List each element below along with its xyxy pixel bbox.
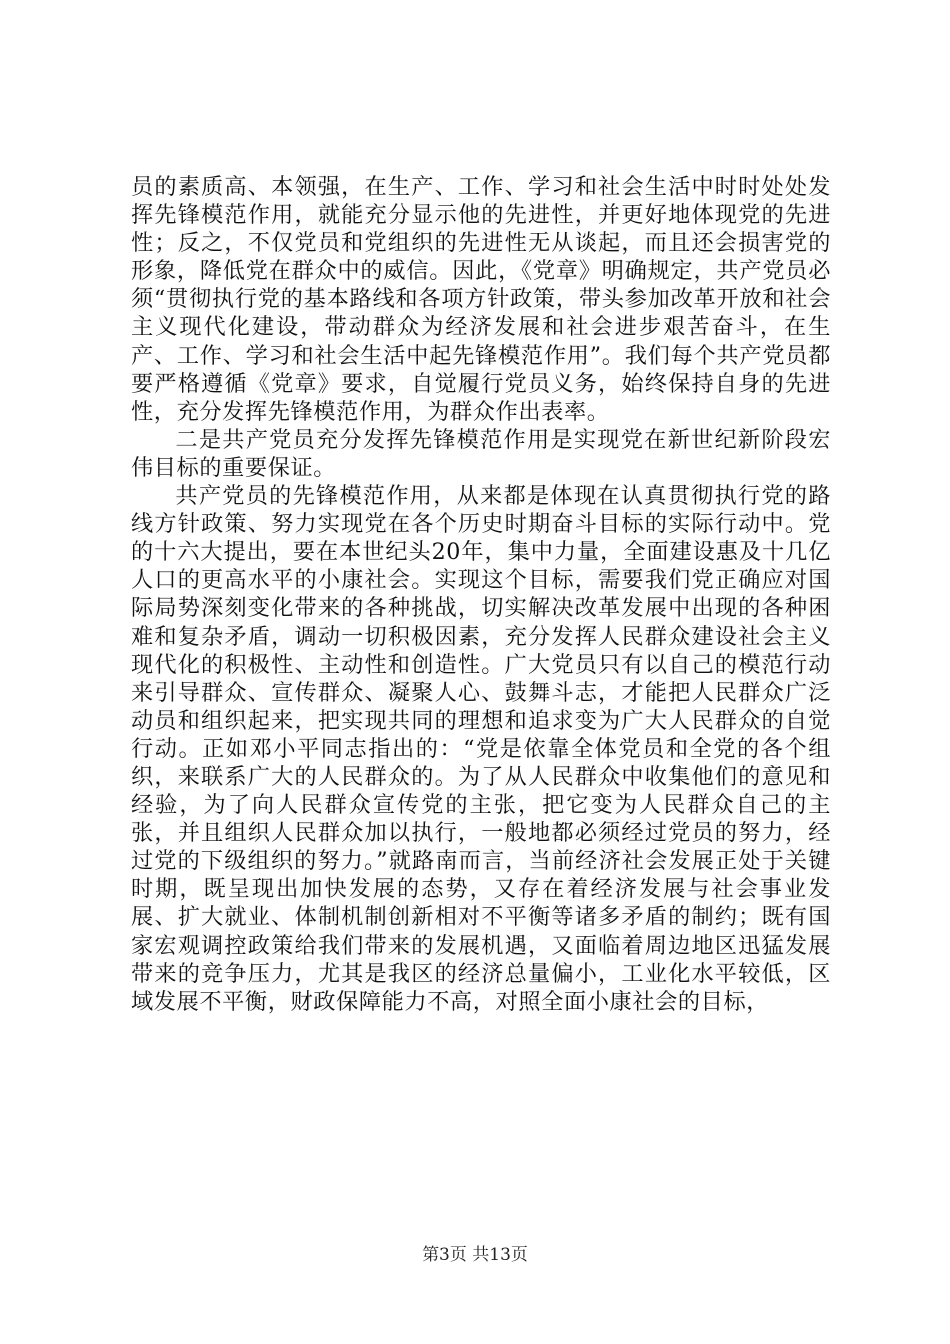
document-body bbox=[131, 173, 831, 1016]
paragraph-2: 二是共产党员充分发挥先锋模范作用是实现党在新世纪新阶段宏伟目标的重要保证。 bbox=[131, 426, 831, 481]
paragraph-3: 共产党员的先锋模范作用，从来都是体现在认真贯彻执行党的路线方针政策、努力实现党在各个历史时期奋斗目标的实际行动中。党的十六大提出，要在本世纪头20年，集中力量，全面建设惠及十几亿人口的更高水平的小康社会。实现这个目标，需要我们党正确应对国际局势深刻变化带来的各种挑战，切实解决改革发展中出现的各种困难和复杂矛盾，调动一切积极因素，充分发挥人民群众建设社会主义现代化的积极性、主动性和创造性。广大党员只有以自己的模范行动来引导群众、宣传群众、凝聚人心、鼓舞斗志，才能把人民群众广泛动员和组织起来，把实现共同的理想和追求变为广大人民群众的自觉行动。正如邓小平同志指出的：“党是依靠全体党员和全党的各个组织，来联系广大的人民群众的。为了从人民群众中收集他们的意见和经验，为了向人民群众宣传党的主张，把它变为人民群众自己的主张，并且组织人民群众加以执行，一般地都必须经过党员的努力，经过党的下级组织的努力。”就路南而言，当前经济社会发展正处于关键时期，既呈现出加快发展的态势，又存在着经济发展与社会事业发展、扩大就业、体制机制创新相对不平衡等诸多矛盾的制约；既有国家宏观调控政策给我们带来的发展机遇，又面临着周边地区迅猛发展带来的竞争压力，尤其是我区的经济总量偏小，工业化水平较低，区域发展不平衡，财政保障能力不高，对照全面小康社会的目标， bbox=[131, 483, 831, 1015]
paragraph-1: 员的素质高、本领强，在生产、工作、学习和社会生活中时时处处发挥先锋模范作用，就能充分显示他的先进性，并更好地体现党的先进性；反之，不仅党员和党组织的先进性无从谈起，而且还会损害党的形象，降低党在群众中的威信。因此，《党章》明确规定，共产党员必须“贯彻执行党的基本路线和各项方针政策，带头参加改革开放和社会主义现代化建设，带动群众为经济发展和社会进步艰苦奋斗，在生产、工作、学习和社会生活中起先锋模范作用”。我们每个共产党员都要严格遵循《党章》要求，自觉履行党员义务，始终保持自身的先进性，充分发挥先锋模范作用，为群众作出表率。 bbox=[131, 174, 831, 425]
page-number-footer: 第3页 共13页 bbox=[422, 1245, 528, 1265]
